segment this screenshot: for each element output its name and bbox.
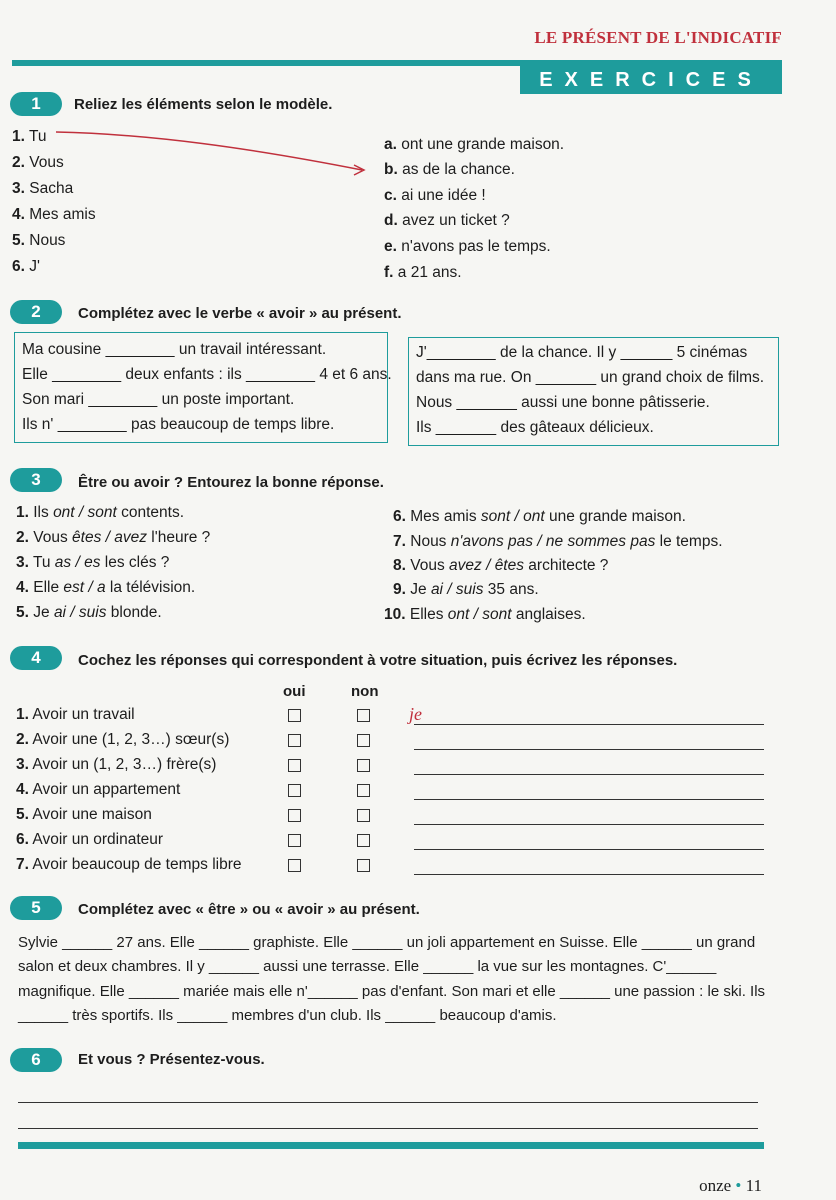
- exercise-5-line: ______ très sportifs. Ils ______ membres d'un club. Ils ______ beaucoup d'amis.: [18, 1007, 557, 1024]
- checkbox-non[interactable]: [357, 859, 370, 872]
- exercise-2-line: Ils _______ des gâteaux délicieux.: [416, 419, 654, 436]
- list-item: 1. Avoir un travail: [16, 706, 135, 723]
- exercise-5-line: Sylvie ______ 27 ans. Elle ______ graphiste. Elle ______ un joli appartement en Suisse. Elle ______ un grand: [18, 934, 756, 951]
- list-item: b. as de la chance.: [384, 161, 515, 178]
- answer-line[interactable]: [18, 1128, 758, 1129]
- checkbox-non[interactable]: [357, 784, 370, 797]
- list-item: 3. Sacha: [12, 180, 74, 197]
- list-item: 7. Avoir beaucoup de temps libre: [16, 856, 242, 873]
- exercise-5-badge: 5: [10, 896, 62, 920]
- list-item: 1. Tu: [12, 128, 47, 145]
- list-item: 7. Nous n'avons pas / ne sommes pas le temps.: [393, 533, 723, 550]
- answer-line[interactable]: [414, 799, 764, 800]
- list-item: 3. Tu as / es les clés ?: [16, 554, 170, 571]
- exercise-2-line: Elle ________ deux enfants : ils ________ 4 et 6 ans.: [22, 366, 392, 383]
- list-item: 1. Ils ont / sont contents.: [16, 504, 185, 521]
- list-item: 5. Nous: [12, 232, 66, 249]
- page-number: 11: [745, 1176, 762, 1195]
- checkbox-oui[interactable]: [288, 759, 301, 772]
- checkbox-oui[interactable]: [288, 859, 301, 872]
- checkbox-oui[interactable]: [288, 734, 301, 747]
- checkbox-oui[interactable]: [288, 834, 301, 847]
- answer-line[interactable]: [414, 874, 764, 875]
- list-item: 10. Elles ont / sont anglaises.: [384, 606, 586, 623]
- exercise-6-instruction: Et vous ? Présentez-vous.: [78, 1051, 265, 1068]
- bullet: •: [735, 1176, 742, 1195]
- list-item: a. ont une grande maison.: [384, 136, 565, 153]
- exercise-2-line: Son mari ________ un poste important.: [22, 391, 295, 408]
- checkbox-oui[interactable]: [288, 709, 301, 722]
- exercise-4-badge: 4: [10, 646, 62, 670]
- list-item: 6. Avoir un ordinateur: [16, 831, 164, 848]
- exercise-3-instruction: Être ou avoir ? Entourez la bonne réponse.: [78, 474, 384, 491]
- bottom-rule: [18, 1142, 764, 1149]
- list-item: d. avez un ticket ?: [384, 212, 510, 229]
- list-item: 6. Mes amis sont / ont une grande maison.: [393, 508, 686, 525]
- checkbox-non[interactable]: [357, 734, 370, 747]
- exercise-3-badge: 3: [10, 468, 62, 492]
- list-item: f. a 21 ans.: [384, 264, 462, 281]
- checkbox-non[interactable]: [357, 709, 370, 722]
- page-word: onze: [699, 1176, 732, 1195]
- exercise-5-line: salon et deux chambres. Il y ______ aussi une terrasse. Elle ______ la vue sur les montagnes. C'______: [18, 958, 717, 975]
- checkbox-non[interactable]: [357, 809, 370, 822]
- checkbox-oui[interactable]: [288, 784, 301, 797]
- list-item: 6. J': [12, 258, 40, 275]
- exercise-5-instruction: Complétez avec « être » ou « avoir » au présent.: [78, 901, 420, 918]
- list-item: 4. Elle est / a la télévision.: [16, 579, 196, 596]
- page-footer: [699, 1176, 762, 1196]
- exercise-5-line: magnifique. Elle ______ mariée mais elle n'______ pas d'enfant. Son mari et elle ______ une passion : le ski. Ils: [18, 983, 766, 1000]
- list-item: 2. Vous: [12, 154, 64, 171]
- list-item: 4. Mes amis: [12, 206, 96, 223]
- exercise-2-line: J'________ de la chance. Il y ______ 5 cinémas: [416, 344, 748, 361]
- column-header-oui: oui: [283, 683, 306, 700]
- answer-line[interactable]: [18, 1102, 758, 1103]
- exercise-2-instruction: Complétez avec le verbe « avoir » au présent.: [78, 305, 402, 322]
- list-item: 5. Je ai / suis blonde.: [16, 604, 162, 621]
- answer-line[interactable]: [414, 824, 764, 825]
- checkbox-oui[interactable]: [288, 809, 301, 822]
- exercise-2-line: Ma cousine ________ un travail intéressant.: [22, 341, 327, 358]
- exercise-2-badge: 2: [10, 300, 62, 324]
- exercise-1-instruction: Reliez les éléments selon le modèle.: [74, 96, 333, 113]
- list-item: 9. Je ai / suis 35 ans.: [393, 581, 539, 598]
- list-item: e. n'avons pas le temps.: [384, 238, 551, 255]
- list-item: 4. Avoir un appartement: [16, 781, 181, 798]
- list-item: 2. Vous êtes / avez l'heure ?: [16, 529, 211, 546]
- answer-line[interactable]: [414, 749, 764, 750]
- exercise-4-instruction: Cochez les réponses qui correspondent à votre situation, puis écrivez les réponses.: [78, 652, 678, 669]
- answer-line[interactable]: [414, 849, 764, 850]
- list-item: c. ai une idée !: [384, 187, 486, 204]
- chapter-title: LE PRÉSENT DE L'INDICATIF: [534, 28, 782, 47]
- exercise-2-line: dans ma rue. On _______ un grand choix de films.: [416, 369, 765, 386]
- checkbox-non[interactable]: [357, 759, 370, 772]
- checkbox-non[interactable]: [357, 834, 370, 847]
- exercise-1-badge: 1: [10, 92, 62, 116]
- list-item: 2. Avoir une (1, 2, 3…) sœur(s): [16, 731, 230, 748]
- exercise-6-badge: 6: [10, 1048, 62, 1072]
- column-header-non: non: [351, 683, 379, 700]
- answer-line[interactable]: [414, 724, 764, 725]
- list-item: 5. Avoir une maison: [16, 806, 152, 823]
- exercises-banner-label: EXERCICES: [539, 69, 763, 91]
- answer-line[interactable]: [414, 774, 764, 775]
- list-item: 3. Avoir un (1, 2, 3…) frère(s): [16, 756, 217, 773]
- handwritten-answer: je: [409, 704, 422, 724]
- exercise-2-line: Ils n' ________ pas beaucoup de temps libre.: [22, 416, 335, 433]
- list-item: 8. Vous avez / êtes architecte ?: [393, 557, 609, 574]
- exercise-2-line: Nous _______ aussi une bonne pâtisserie.: [416, 394, 710, 411]
